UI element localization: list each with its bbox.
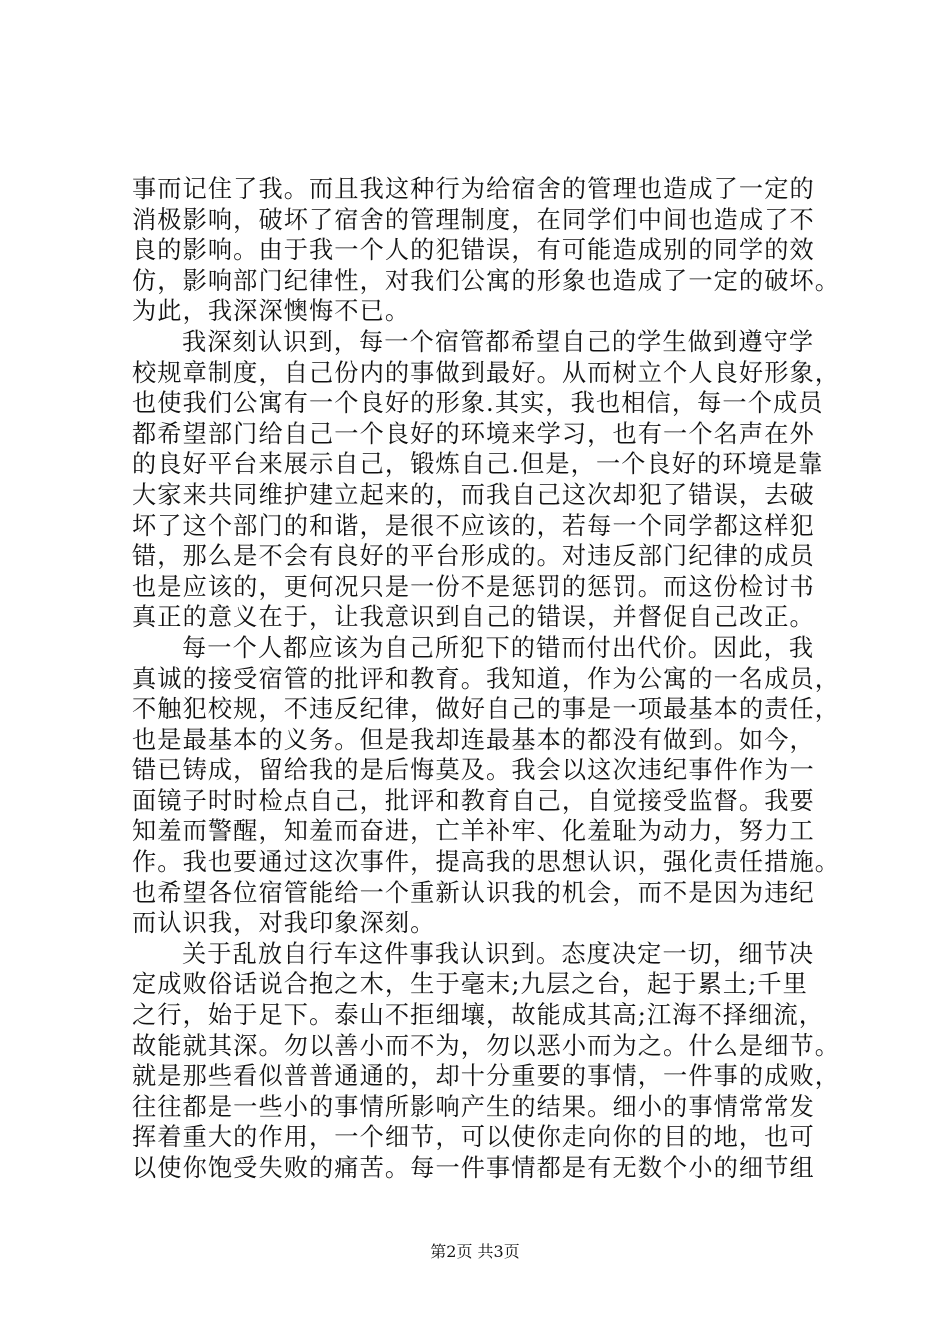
text-line: 知羞而警醒，知羞而奋进，亡羊补牢、化羞耻为动力，努力工 bbox=[132, 817, 815, 846]
text-line: 以使你饱受失败的痛苦。每一件事情都是有无数个小的细节组 bbox=[132, 1154, 815, 1182]
text-line: 之行，始于足下。泰山不拒细壤，故能成其高;江海不择细流， bbox=[132, 1001, 825, 1030]
text-line: 就是那些看似普普通通的，却十分重要的事情，一件事的成败， bbox=[132, 1062, 841, 1091]
text-line: 而认识我，对我印象深刻。 bbox=[132, 909, 436, 938]
text-line: 也是应该的，更何况只是一份不是惩罚的惩罚。而这份检讨书 bbox=[132, 572, 815, 601]
text-line: 的良好平台来展示自己，锻炼自己.但是，一个良好的环境是靠 bbox=[132, 450, 824, 479]
text-line: 良的影响。由于我一个人的犯错误，有可能造成别的同学的效 bbox=[132, 236, 815, 265]
text-line: 作。我也要通过这次事件，提高我的思想认识，强化责任措施。 bbox=[132, 848, 841, 877]
page-footer: 第2页 共3页 bbox=[430, 1242, 520, 1261]
document-body bbox=[132, 174, 841, 1184]
text-line: 事而记住了我。而且我这种行为给宿舍的管理也造成了一定的 bbox=[132, 175, 815, 203]
text-line: 大家来共同维护建立起来的，而我自己这次却犯了错误，去破 bbox=[132, 480, 815, 509]
text-line: 真诚的接受宿管的批评和教育。我知道，作为公寓的一名成员， bbox=[132, 664, 841, 693]
text-line: 面镜子时时检点自己，批评和教育自己，自觉接受监督。我要 bbox=[132, 786, 815, 815]
text-line: 也希望各位宿管能给一个重新认识我的机会，而不是因为违纪 bbox=[132, 878, 815, 907]
text-line: 我深刻认识到，每一个宿管都希望自己的学生做到遵守学 bbox=[182, 327, 815, 356]
text-line: 挥着重大的作用，一个细节，可以使你走向你的目的地，也可 bbox=[132, 1123, 815, 1152]
text-line: 仿，影响部门纪律性，对我们公寓的形象也造成了一定的破坏。 bbox=[132, 266, 841, 295]
text-line: 也是最基本的义务。但是我却连最基本的都没有做到。如今， bbox=[132, 725, 815, 754]
text-line: 错，那么是不会有良好的平台形成的。对违反部门纪律的成员 bbox=[132, 542, 815, 571]
text-line: 也使我们公寓有一个良好的形象.其实，我也相信，每一个成员 bbox=[132, 389, 824, 418]
text-line: 消极影响，破坏了宿舍的管理制度，在同学们中间也造成了不 bbox=[132, 205, 815, 234]
text-line: 往往都是一些小的事情所影响产生的结果。细小的事情常常发 bbox=[132, 1092, 815, 1121]
text-line: 定成败俗话说合抱之木，生于毫末;九层之台，起于累土;千里 bbox=[132, 970, 808, 999]
text-line: 真正的意义在于，让我意识到自己的错误，并督促自己改正。 bbox=[132, 603, 815, 632]
text-line: 故能就其深。勿以善小而不为，勿以恶小而为之。什么是细节。 bbox=[132, 1031, 841, 1060]
text-line: 坏了这个部门的和谐，是很不应该的，若每一个同学都这样犯 bbox=[132, 511, 815, 540]
text-line: 为此，我深深懊悔不已。 bbox=[132, 297, 411, 326]
text-line: 关于乱放自行车这件事我认识到。态度决定一切，细节决 bbox=[182, 939, 815, 968]
text-line: 不触犯校规，不违反纪律，做好自己的事是一项最基本的责任， bbox=[132, 695, 841, 724]
text-line: 每一个人都应该为自己所犯下的错而付出代价。因此，我 bbox=[182, 633, 815, 662]
text-line: 都希望部门给自己一个良好的环境来学习，也有一个名声在外 bbox=[132, 419, 815, 448]
text-line: 错已铸成，留给我的是后悔莫及。我会以这次违纪事件作为一 bbox=[132, 756, 815, 785]
text-line: 校规章制度，自己份内的事做到最好。从而树立个人良好形象， bbox=[132, 358, 841, 387]
